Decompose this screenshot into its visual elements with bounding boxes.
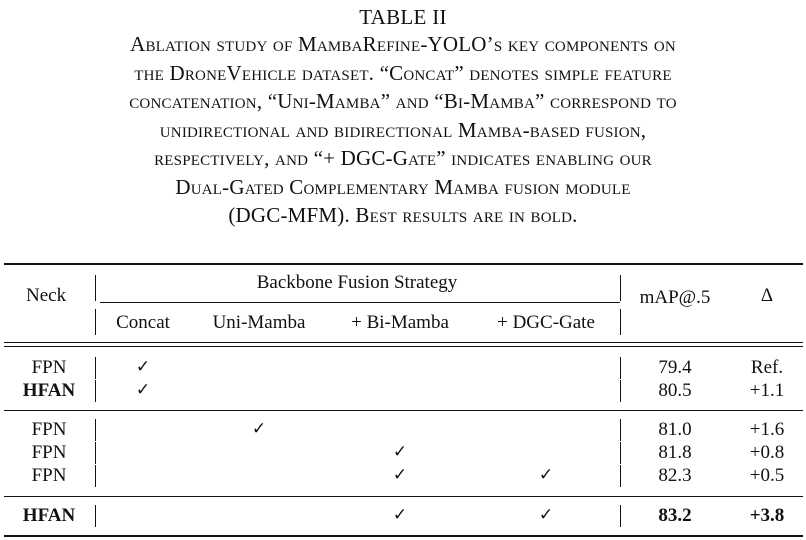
row-neck: FPN bbox=[31, 465, 67, 486]
caption-line: the DroneVehicle dataset. “Concat” denotes simple feature bbox=[134, 60, 672, 85]
row-vertical-rule bbox=[95, 380, 96, 402]
check-icon: ✓ bbox=[251, 419, 267, 439]
row-neck: HFAN bbox=[22, 380, 76, 401]
row-neck: HFAN bbox=[22, 505, 76, 526]
row-delta: +0.5 bbox=[749, 465, 785, 486]
row-delta: +1.6 bbox=[749, 419, 785, 440]
row-vertical-rule bbox=[620, 465, 621, 487]
check-icon: ✓ bbox=[135, 357, 151, 377]
caption-line: respectively, and “+ DGC-Gate” indicates enabling our bbox=[154, 146, 652, 170]
header-rule-double bbox=[4, 346, 803, 347]
header-uni-mamba: Uni-Mamba bbox=[212, 312, 306, 333]
row-vertical-rule bbox=[95, 357, 96, 379]
check-icon: ✓ bbox=[392, 505, 408, 525]
header-delta: Δ bbox=[760, 285, 774, 306]
bottom-rule bbox=[4, 535, 803, 537]
header-vertical-rule bbox=[620, 309, 621, 335]
check-icon: ✓ bbox=[392, 442, 408, 462]
table-caption bbox=[0, 4, 806, 230]
caption-line: Dual-Gated Complementary Mamba fusion module bbox=[175, 174, 631, 199]
caption-line: Ablation study of MambaRefine-YOLO’s key components on bbox=[130, 32, 676, 56]
top-rule bbox=[4, 263, 803, 265]
header-vertical-rule bbox=[95, 275, 96, 301]
row-map: 79.4 bbox=[658, 357, 692, 378]
header-vertical-rule bbox=[620, 275, 621, 301]
header-map: mAP@.5 bbox=[639, 287, 711, 308]
row-delta: Ref. bbox=[750, 357, 784, 378]
caption-line: (DGC-MFM). Best results are in bold. bbox=[228, 203, 578, 227]
caption-line: concatenation, “Uni-Mamba” and “Bi-Mamba” correspond to bbox=[129, 89, 677, 113]
row-vertical-rule bbox=[620, 419, 621, 441]
final-group-rule bbox=[4, 496, 803, 497]
check-icon: ✓ bbox=[538, 505, 554, 525]
group-underline bbox=[100, 302, 620, 303]
row-delta: +0.8 bbox=[749, 442, 785, 463]
row-map: 80.5 bbox=[658, 380, 692, 401]
row-vertical-rule bbox=[620, 380, 621, 402]
row-vertical-rule bbox=[95, 465, 96, 487]
row-map: 82.3 bbox=[658, 465, 692, 486]
check-icon: ✓ bbox=[135, 380, 151, 400]
header-rule bbox=[4, 342, 803, 343]
group-separator-rule bbox=[4, 410, 803, 411]
row-map: 83.2 bbox=[658, 505, 692, 526]
caption-line: unidirectional and bidirectional Mamba-based fusion, bbox=[159, 117, 647, 142]
row-neck: FPN bbox=[31, 419, 67, 440]
row-delta: +1.1 bbox=[749, 380, 785, 401]
row-vertical-rule bbox=[620, 505, 621, 527]
row-map: 81.8 bbox=[658, 442, 692, 463]
row-neck: FPN bbox=[31, 442, 67, 463]
header-vertical-rule bbox=[95, 309, 96, 335]
table-label: TABLE II bbox=[359, 5, 447, 29]
header-concat: Concat bbox=[116, 312, 170, 333]
header-dgc-gate: + DGC-Gate bbox=[497, 312, 595, 333]
check-icon: ✓ bbox=[538, 465, 554, 485]
header-neck: Neck bbox=[26, 285, 67, 306]
row-vertical-rule bbox=[95, 442, 96, 464]
row-map: 81.0 bbox=[658, 419, 692, 440]
row-neck: FPN bbox=[31, 357, 67, 378]
row-vertical-rule bbox=[620, 357, 621, 379]
row-vertical-rule bbox=[95, 505, 96, 527]
header-bi-mamba: + Bi-Mamba bbox=[351, 312, 449, 333]
row-vertical-rule bbox=[620, 442, 621, 464]
header-backbone-fusion-strategy: Backbone Fusion Strategy bbox=[256, 272, 458, 293]
row-delta: +3.8 bbox=[749, 505, 785, 526]
check-icon: ✓ bbox=[392, 465, 408, 485]
row-vertical-rule bbox=[95, 419, 96, 441]
